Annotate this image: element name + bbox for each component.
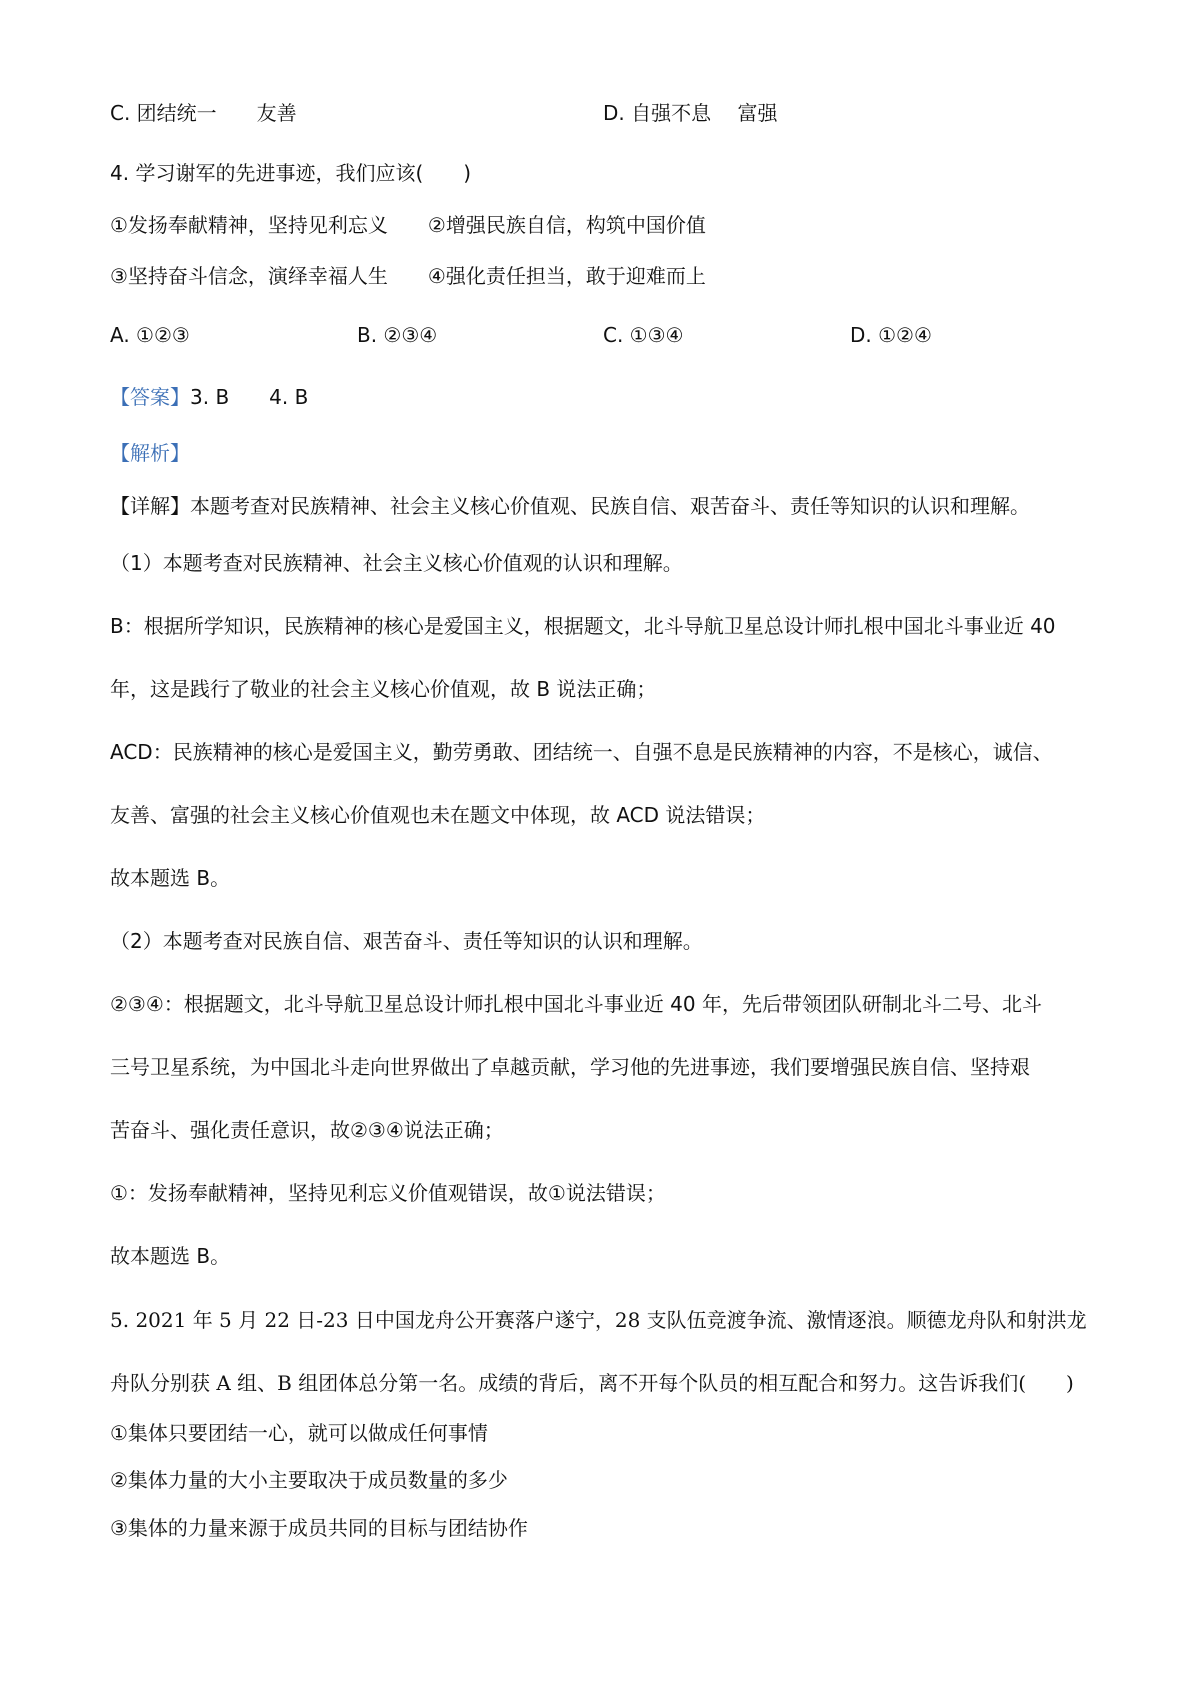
q5-statement: ①集体只要团结一心，就可以做成任何事情 xyxy=(110,1421,488,1445)
answer-line xyxy=(110,384,308,410)
explanation-line: B：根据所学知识，民族精神的核心是爱国主义，根据题文，北斗导航卫星总设计师扎根中国北斗事业近 40 xyxy=(110,614,1056,638)
q4-option-b: B. ②③④ xyxy=(357,323,438,347)
analysis-label: 【解析】 xyxy=(110,441,190,465)
answer-value: 3. B 4. B xyxy=(190,385,309,409)
explanation-line: 三号卫星系统，为中国北斗走向世界做出了卓越贡献，学习他的先进事迹，我们要增强民族自信、坚持艰 xyxy=(110,1055,1030,1079)
explanation-line: ACD：民族精神的核心是爱国主义，勤劳勇敢、团结统一、自强不息是民族精神的内容，不是核心，诚信、 xyxy=(110,740,1053,764)
q5-stem-line-2: 舟队分别获 A 组、B 组团体总分第一名。成绩的背后，离不开每个队员的相互配合和努力。这告诉我们( ) xyxy=(110,1371,1074,1395)
q5-statement: ③集体的力量来源于成员共同的目标与团结协作 xyxy=(110,1516,528,1540)
explanation-line: （2）本题考查对民族自信、艰苦奋斗、责任等知识的认识和理解。 xyxy=(110,929,703,953)
q4-option-c: C. ①③④ xyxy=(603,323,684,347)
explanation-line: ①：发扬奉献精神，坚持见利忘义价值观错误，故①说法错误； xyxy=(110,1181,666,1205)
q3-option-c: C. 团结统一 友善 xyxy=(110,101,297,125)
q4-statement-line-2: ③坚持奋斗信念，演绎幸福人生 ④强化责任担当，敢于迎难而上 xyxy=(110,264,706,288)
q4-statement-line-1: ①发扬奉献精神，坚持见利忘义 ②增强民族自信，构筑中国价值 xyxy=(110,213,706,237)
q4-option-d: D. ①②④ xyxy=(850,323,932,347)
explanation-line: 故本题选 B。 xyxy=(110,866,231,890)
explanation-line: ②③④：根据题文，北斗导航卫星总设计师扎根中国北斗事业近 40 年，先后带领团队研制北斗二号、北斗 xyxy=(110,992,1042,1016)
explanation-line: 年，这是践行了敬业的社会主义核心价值观，故 B 说法正确； xyxy=(110,677,657,701)
q4-stem: 4. 学习谢军的先进事迹，我们应该( ) xyxy=(110,161,472,185)
q3-option-d: D. 自强不息 富强 xyxy=(603,101,778,125)
answer-label: 【答案】 xyxy=(110,385,190,409)
q5-stem-line-1: 5. 2021 年 5 月 22 日-23 日中国龙舟公开赛落户遂宁，28 支队伍竞渡争流、激情逐浪。顺德龙舟队和射洪龙 xyxy=(110,1308,1087,1332)
explanation-line: 友善、富强的社会主义核心价值观也未在题文中体现，故 ACD 说法错误； xyxy=(110,803,766,827)
explanation-line: 【详解】本题考查对民族精神、社会主义核心价值观、民族自信、艰苦奋斗、责任等知识的认识和理解。 xyxy=(110,494,1030,518)
explanation-line: 故本题选 B。 xyxy=(110,1244,231,1268)
explanation-line: 苦奋斗、强化责任意识，故②③④说法正确； xyxy=(110,1118,504,1142)
q4-option-a: A. ①②③ xyxy=(110,323,190,347)
q5-statement: ②集体力量的大小主要取决于成员数量的多少 xyxy=(110,1468,508,1492)
explanation-line: （1）本题考查对民族精神、社会主义核心价值观的认识和理解。 xyxy=(110,551,683,575)
